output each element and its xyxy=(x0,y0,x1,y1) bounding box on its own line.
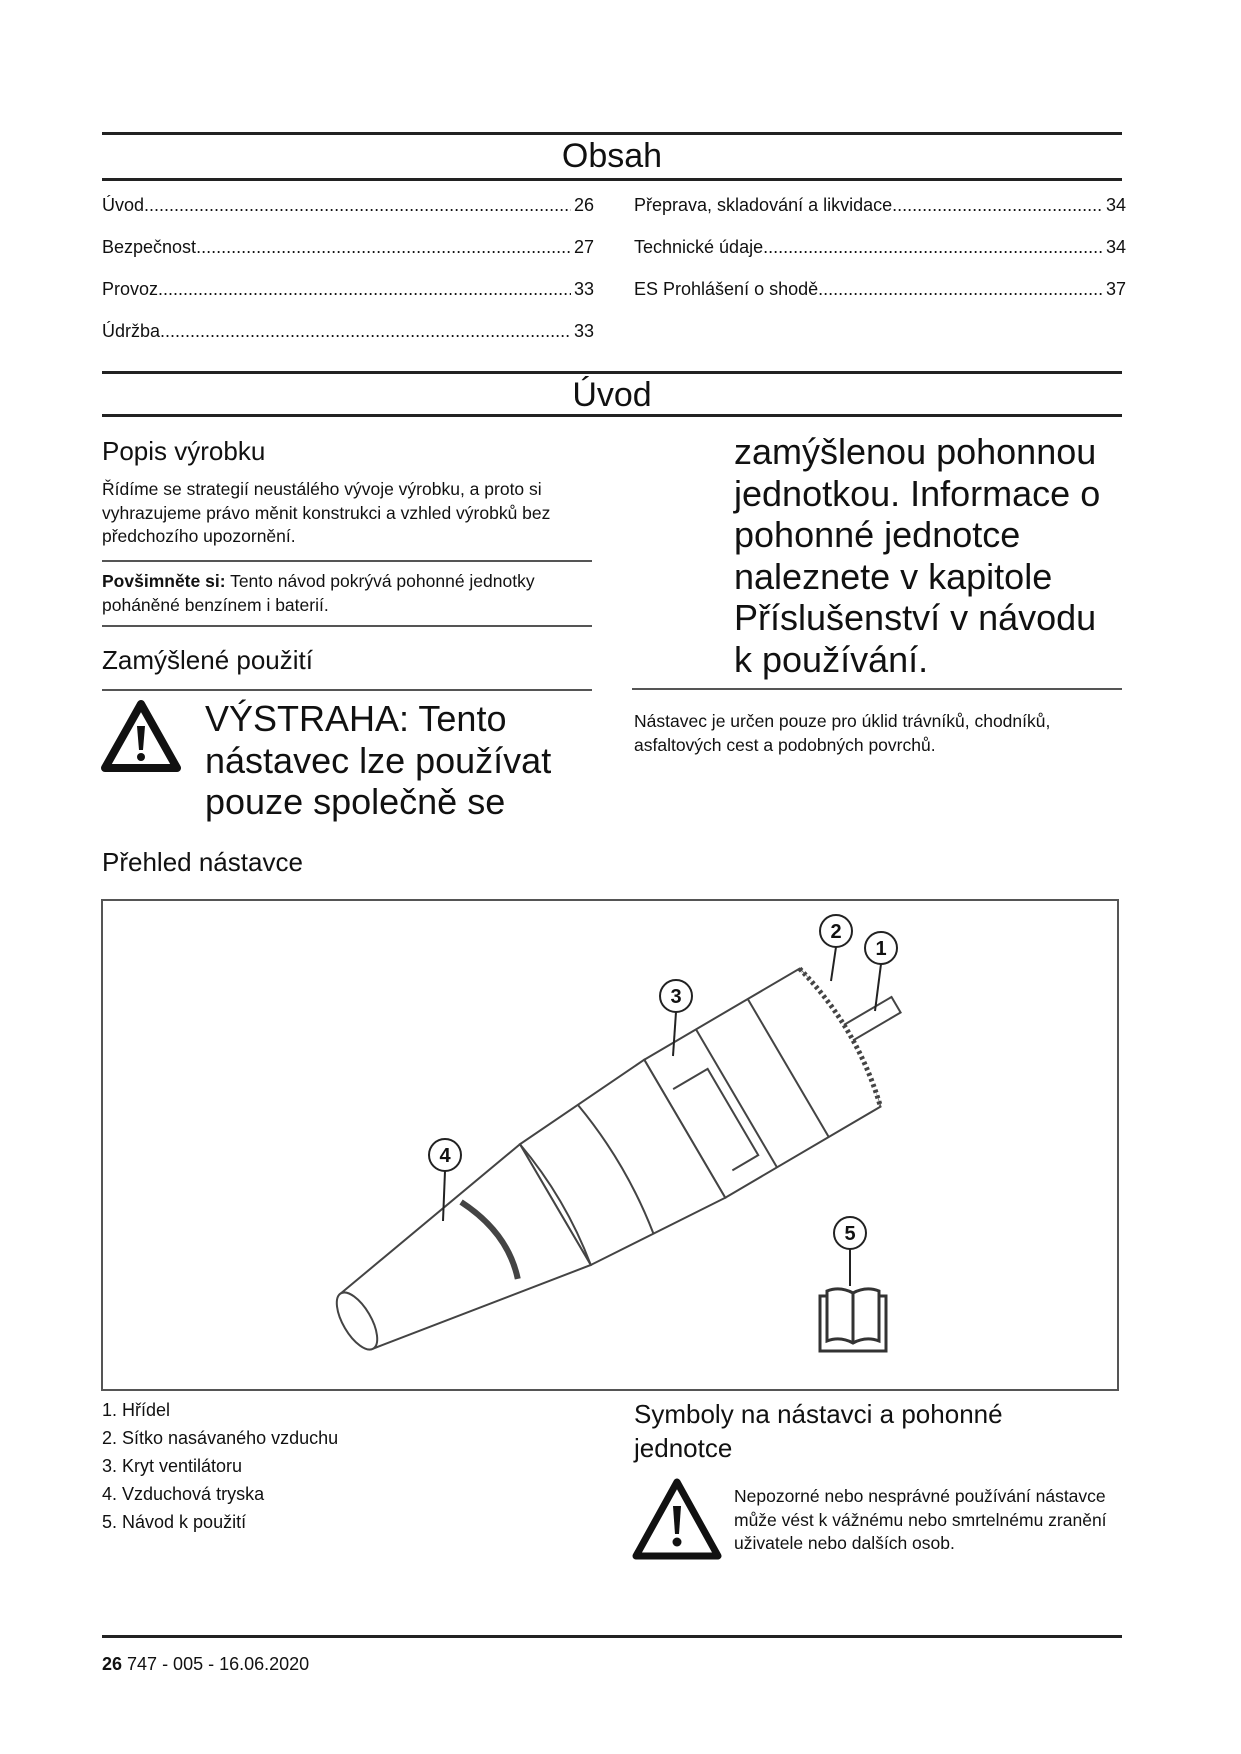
toc-entry-label: Technické údaje xyxy=(634,237,764,257)
product-heading: Popis výrobku xyxy=(102,436,266,466)
toc-entry-page: 27 xyxy=(573,237,594,257)
callout-label: 3 xyxy=(670,986,682,1008)
section-title: Úvod xyxy=(572,376,652,414)
callout-label: 4 xyxy=(439,1145,451,1167)
toc-entry-page: 34 xyxy=(1105,237,1126,257)
blower-illustration xyxy=(103,901,1117,1389)
legend-item: 5. Návod k použití xyxy=(102,1512,247,1532)
callout-4 xyxy=(429,1139,461,1171)
toc-entry[interactable] xyxy=(634,195,1126,216)
toc-entry[interactable] xyxy=(634,279,1126,300)
toc-leader xyxy=(818,279,1103,300)
note-text: Tento návod pokrývá pohonné jednotky poháněné benzínem i baterií. xyxy=(102,571,535,615)
intended-heading: Zamýšlené použití xyxy=(102,645,313,675)
legend-item: 2. Sítko nasávaného vzduchu xyxy=(102,1428,339,1448)
manual-book-icon xyxy=(820,1289,886,1351)
toc-title: Obsah xyxy=(561,137,663,175)
divider xyxy=(102,414,1122,417)
divider xyxy=(102,371,1122,374)
symbols-heading: Symboly na nástavci a pohonné jednotce xyxy=(634,1399,1003,1463)
toc-entry-page: 26 xyxy=(573,195,594,215)
note-label: Povšimněte si: xyxy=(102,571,226,591)
warning-text-continued: zamýšlenou pohonnou jednotkou. Informace o pohonné jednotce naleznete v kapitole Příslušenství v návodu k používání. xyxy=(734,431,1101,680)
product-text: Řídíme se strategií neustálého vývoje výrobku, a proto si vyhrazujeme právo měnit konstrukci a vzhled výrobků bez předchozího upozornění. xyxy=(102,479,551,546)
toc-entry-label: Provoz xyxy=(102,279,159,299)
page-number: 26 xyxy=(102,1654,123,1674)
toc-entry-label: Úvod xyxy=(102,195,145,215)
toc-leader xyxy=(892,195,1103,216)
legend-item: 3. Kryt ventilátoru xyxy=(102,1456,243,1476)
doc-number: 747 - 005 - 16.06.2020 xyxy=(122,1654,310,1674)
callout-2 xyxy=(820,915,852,947)
toc-entry-label: ES Prohlášení o shodě xyxy=(634,279,819,299)
divider xyxy=(102,132,1122,135)
toc-entry-page: 37 xyxy=(1105,279,1126,299)
toc-entry-label: Bezpečnost xyxy=(102,237,197,257)
legend-item: 4. Vzduchová tryska xyxy=(102,1484,265,1504)
warning-icon xyxy=(100,698,182,774)
toc-leader xyxy=(158,279,571,300)
legend-list xyxy=(102,1396,338,1536)
toc-leader xyxy=(196,237,571,258)
note xyxy=(102,570,602,617)
toc-entry-page: 33 xyxy=(573,321,594,341)
callout-label: 5 xyxy=(844,1223,856,1245)
toc-entry[interactable] xyxy=(102,321,594,342)
legend-item: 1. Hřídel xyxy=(102,1400,171,1420)
toc-leader xyxy=(160,321,571,342)
toc-leader xyxy=(763,237,1103,258)
divider xyxy=(632,688,1122,690)
intended-text: Nástavec je určen pouze pro úklid trávníků, chodníků, asfaltových cest a podobných povrchů. xyxy=(634,711,1051,755)
toc-entry-label: Přeprava, skladování a likvidace xyxy=(634,195,893,215)
symbols-text: Nepozorné nebo nesprávné používání nástavce může vést k vážnému nebo smrtelnému zranění uživatele nebo dalších osob. xyxy=(734,1486,1107,1553)
divider xyxy=(102,625,592,627)
attachment-figure xyxy=(101,899,1119,1391)
toc-entry[interactable] xyxy=(102,195,594,216)
toc-entry[interactable] xyxy=(634,237,1126,258)
divider xyxy=(102,1635,1122,1638)
toc-entry[interactable] xyxy=(102,237,594,258)
callout-label: 1 xyxy=(875,938,887,960)
overview-heading: Přehled nástavce xyxy=(102,847,303,877)
divider xyxy=(102,560,592,562)
toc-entry-page: 34 xyxy=(1105,195,1126,215)
callout-1 xyxy=(865,932,897,964)
callout-5 xyxy=(834,1217,866,1249)
toc-leader xyxy=(144,195,571,216)
callout-label: 2 xyxy=(830,921,842,943)
warning-icon xyxy=(630,1476,724,1564)
footer xyxy=(102,1654,309,1675)
divider xyxy=(102,178,1122,181)
warning-text: VÝSTRAHA: Tento nástavec lze používat pouze společně se xyxy=(205,698,552,822)
toc-entry-label: Údržba xyxy=(102,321,161,341)
callout-3 xyxy=(660,980,692,1012)
toc-entry-page: 33 xyxy=(573,279,594,299)
divider xyxy=(102,689,592,691)
toc-entry[interactable] xyxy=(102,279,594,300)
